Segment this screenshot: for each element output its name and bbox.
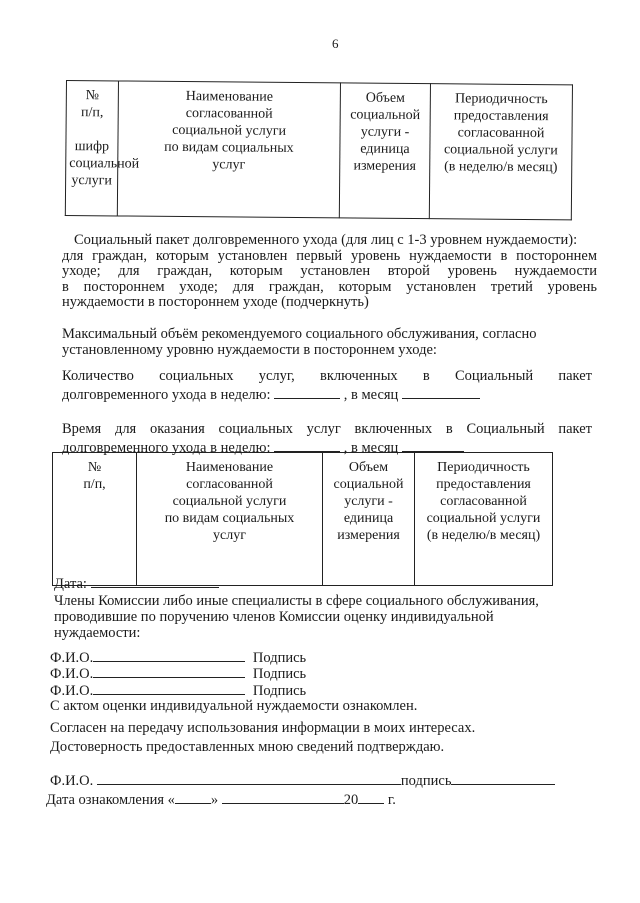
date-row: [54, 574, 219, 593]
social-package-line: для граждан, которым установлен первый уровень нуждаемости в постороннем: [62, 247, 597, 264]
services-time-paragraph: [62, 422, 592, 456]
services-count-month-field[interactable]: [402, 385, 480, 399]
services-time-month-field[interactable]: [402, 438, 464, 452]
acquaintance-year-prefix: 20: [343, 792, 359, 808]
services-time-line1: Время для оказания социальных услуг включенных в Социальный пакет: [62, 421, 592, 437]
fio-label: Ф.И.О.: [50, 650, 94, 666]
col-service-volume: Объем социальной услуги - единица измерения: [323, 453, 415, 586]
acquaintance-year-suffix: г.: [387, 792, 396, 808]
col-service-name: Наименование согласованной социальной услуги по видам социальных услуг: [117, 81, 340, 218]
page-number: 6: [332, 36, 339, 51]
services-count-month-label: , в месяц: [343, 386, 399, 403]
col-service-volume: Объем социальной услуги - единица измерения: [339, 83, 430, 219]
final-signature-field[interactable]: [451, 771, 555, 785]
services-count-paragraph: [62, 369, 592, 403]
col-periodicity: Периодичность предоставления согласованной социальной услуги (в неделю/в месяц): [429, 84, 572, 220]
col-number-code: № п/п, шифр социальной услуги: [65, 81, 118, 216]
services-count-week-field[interactable]: [274, 385, 340, 399]
social-package-line: уходе; для граждан, которым установлен второй уровень нуждаемости: [62, 263, 597, 279]
ack-consent: Согласен на передачу использования информации в моих интересах.: [50, 720, 476, 736]
social-package-line: Социальный пакет долговременного ухода (для лиц с 1-3 уровнем нуждаемости):: [74, 232, 578, 248]
col-number: № п/п,: [53, 453, 137, 586]
services-time-month-label: , в месяц: [343, 439, 399, 456]
ack-acquainted: С актом оценки индивидуальной нуждаемости ознакомлен.: [50, 698, 418, 714]
signature-label: Подпись: [252, 683, 307, 699]
commission-line: Члены Комиссии либо иные специалисты в сфере социального обслуживания,: [54, 593, 539, 609]
social-package-line: нуждаемости в постороннем уходе (подчеркнуть): [62, 294, 369, 310]
final-signature-row: [50, 771, 555, 790]
commission-line: проводившие по поручению членов Комиссии оценку индивидуальной: [54, 609, 494, 625]
date-field[interactable]: [91, 574, 219, 588]
service-table-2: [52, 452, 553, 586]
services-time-week-label: долговременного ухода в неделю:: [62, 439, 271, 456]
social-package-line: в постороннем уходе; для граждан, которым установлен третий уровень: [62, 278, 597, 295]
col-service-name: Наименование согласованной социальной услуги по видам социальных услуг: [137, 453, 323, 586]
final-fio-field[interactable]: [97, 771, 401, 785]
max-volume-line: установленному уровню нуждаемости в постороннем уходе:: [62, 341, 437, 358]
commission-paragraph: [54, 593, 584, 641]
date-label: Дата:: [54, 576, 87, 592]
max-volume-paragraph: [62, 327, 582, 358]
fio-label: Ф.И.О.: [50, 666, 94, 682]
acquaintance-close-quote: »: [210, 792, 219, 808]
services-time-week-field[interactable]: [274, 438, 340, 452]
signature-label: Подпись: [252, 666, 307, 682]
final-signature-label: подпись: [400, 773, 452, 789]
fio-label: Ф.И.О.: [50, 683, 94, 699]
col-periodicity: Периодичность предоставления согласованной социальной услуги (в неделю/в месяц): [415, 453, 553, 586]
fio-field[interactable]: [93, 664, 245, 678]
max-volume-line: Максимальный объём рекомендуемого социального обслуживания, согласно: [62, 326, 537, 342]
commission-line: нуждаемости:: [54, 625, 141, 641]
acquaintance-month-field[interactable]: [222, 790, 344, 804]
signature-label: Подпись: [252, 650, 307, 666]
service-table-header: [65, 80, 573, 220]
services-count-line1: Количество социальных услуг, включенных в Социальный пакет: [62, 368, 592, 384]
final-fio-label: Ф.И.О.: [50, 773, 94, 789]
fio-field[interactable]: [93, 681, 245, 695]
social-package-paragraph: [62, 233, 597, 311]
acquaintance-day-field[interactable]: [175, 790, 211, 804]
acquaintance-date-row: [46, 790, 396, 809]
acquaintance-date-label: Дата ознакомления «: [46, 792, 175, 808]
services-count-week-label: долговременного ухода в неделю:: [62, 386, 271, 403]
ack-accuracy: Достоверность предоставленных мною сведений подтверждаю.: [50, 739, 445, 755]
acquaintance-year-field[interactable]: [358, 790, 384, 804]
fio-field[interactable]: [93, 648, 245, 662]
